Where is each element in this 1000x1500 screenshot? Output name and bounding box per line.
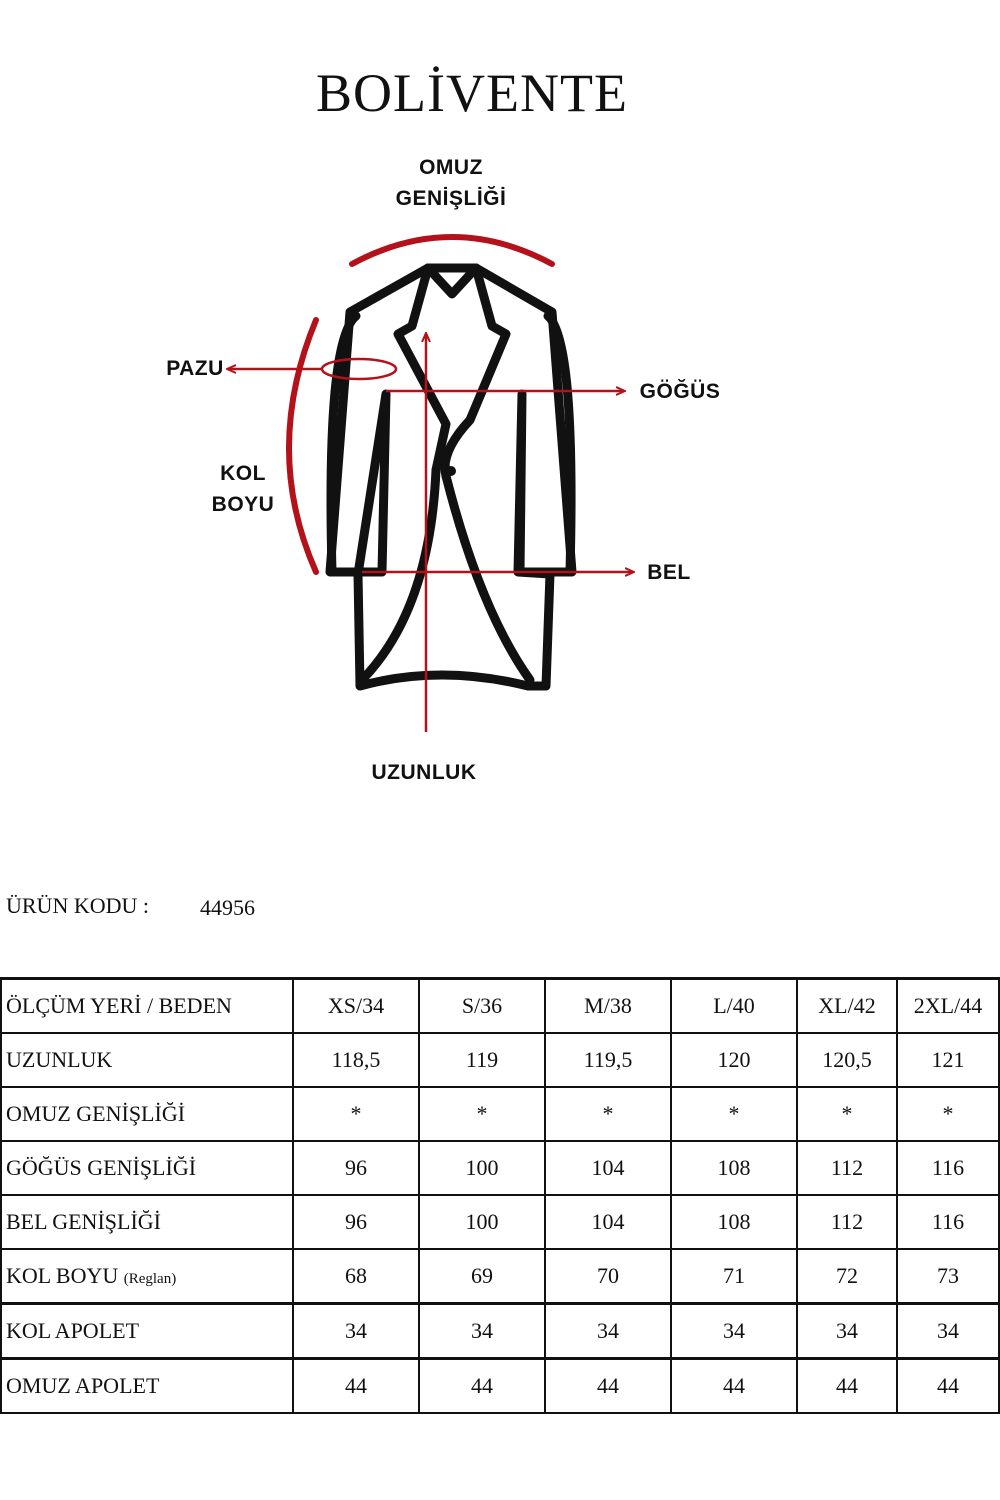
header-label: ÖLÇÜM YERİ / BEDEN — [1, 979, 293, 1034]
table-row — [1, 1033, 999, 1087]
coat-illustration — [0, 140, 1000, 820]
bicep-ellipse — [322, 359, 396, 379]
row-label: OMUZ APOLET — [1, 1359, 293, 1414]
table-cell: * — [545, 1087, 671, 1141]
row-label — [1, 1249, 293, 1304]
header-size: 2XL/44 — [897, 979, 999, 1034]
table-cell: * — [419, 1087, 545, 1141]
table-cell: 44 — [545, 1359, 671, 1414]
header-size: S/36 — [419, 979, 545, 1034]
table-row — [1, 1087, 999, 1141]
row-label: BEL GENİŞLİĞİ — [1, 1195, 293, 1249]
brand-logo: BOLİVENTE — [316, 63, 628, 123]
table-cell: 44 — [419, 1359, 545, 1414]
table-cell: 121 — [897, 1033, 999, 1087]
table-row — [1, 1304, 999, 1359]
table-cell: 112 — [797, 1195, 897, 1249]
coat-collar-right — [445, 268, 506, 476]
table-cell: 44 — [293, 1359, 419, 1414]
table-row — [1, 1141, 999, 1195]
row-label-text: KOL BOYU — [6, 1263, 119, 1288]
table-cell: 120 — [671, 1033, 797, 1087]
table-cell: 34 — [671, 1304, 797, 1359]
table-cell: 108 — [671, 1141, 797, 1195]
label-sleeve-length: KOL BOYU — [211, 462, 275, 516]
header-size: XL/42 — [797, 979, 897, 1034]
table-cell: 69 — [419, 1249, 545, 1304]
table-cell: 112 — [797, 1141, 897, 1195]
table-cell: 120,5 — [797, 1033, 897, 1087]
row-label: OMUZ GENİŞLİĞİ — [1, 1087, 293, 1141]
table-cell: 72 — [797, 1249, 897, 1304]
row-label: KOL APOLET — [1, 1304, 293, 1359]
table-cell: 108 — [671, 1195, 797, 1249]
table-cell: 34 — [897, 1304, 999, 1359]
size-diagram — [0, 140, 1000, 820]
label-bicep: PAZU — [166, 357, 224, 380]
sleeve-arc — [289, 320, 316, 572]
table-cell: 104 — [545, 1141, 671, 1195]
label-length: UZUNLUK — [371, 761, 477, 784]
table-cell: 96 — [293, 1195, 419, 1249]
product-code-value: 44956 — [200, 895, 255, 920]
table-cell: 34 — [797, 1304, 897, 1359]
table-cell: 44 — [897, 1359, 999, 1414]
size-table — [0, 977, 1000, 1414]
table-cell: * — [897, 1087, 999, 1141]
table-cell: 116 — [897, 1195, 999, 1249]
table-cell: 44 — [671, 1359, 797, 1414]
table-cell: 34 — [293, 1304, 419, 1359]
table-cell: 119 — [419, 1033, 545, 1087]
table-cell: 34 — [545, 1304, 671, 1359]
coat-collar-left — [398, 268, 446, 470]
label-chest: GÖĞÜS — [639, 380, 721, 403]
row-label-note: (Reglan) — [123, 1271, 177, 1287]
product-code-label: ÜRÜN KODU : — [6, 893, 149, 918]
table-cell: 100 — [419, 1141, 545, 1195]
table-cell: * — [293, 1087, 419, 1141]
row-label: GÖĞÜS GENİŞLİĞİ — [1, 1141, 293, 1195]
table-cell: 71 — [671, 1249, 797, 1304]
coat-outline — [330, 268, 572, 686]
table-cell: 104 — [545, 1195, 671, 1249]
coat-button — [446, 466, 456, 476]
header-size: XS/34 — [293, 979, 419, 1034]
label-shoulder: OMUZ GENİŞLİĞİ — [395, 156, 507, 210]
label-waist: BEL — [647, 561, 691, 584]
shoulder-arc — [352, 237, 552, 264]
table-cell: 73 — [897, 1249, 999, 1304]
table-row — [1, 1249, 999, 1304]
table-cell: 119,5 — [545, 1033, 671, 1087]
table-cell: 116 — [897, 1141, 999, 1195]
table-cell: 96 — [293, 1141, 419, 1195]
table-cell: 34 — [419, 1304, 545, 1359]
table-cell: 70 — [545, 1249, 671, 1304]
table-cell: * — [797, 1087, 897, 1141]
table-header-row — [1, 979, 999, 1034]
table-cell: 44 — [797, 1359, 897, 1414]
header-size: M/38 — [545, 979, 671, 1034]
table-cell: 68 — [293, 1249, 419, 1304]
table-cell: 118,5 — [293, 1033, 419, 1087]
table-cell: * — [671, 1087, 797, 1141]
table-row — [1, 1359, 999, 1414]
header-size: L/40 — [671, 979, 797, 1034]
row-label: UZUNLUK — [1, 1033, 293, 1087]
table-row — [1, 1195, 999, 1249]
table-cell: 100 — [419, 1195, 545, 1249]
